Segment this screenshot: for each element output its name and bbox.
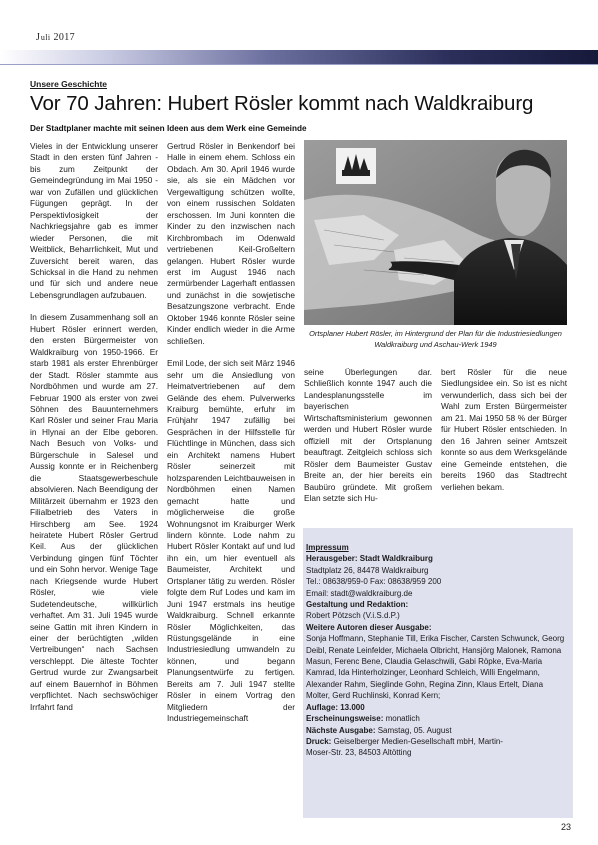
impressum-heading: Impressum — [306, 543, 349, 552]
page-header — [0, 0, 598, 54]
impressum-box — [303, 528, 573, 818]
header-divider — [0, 64, 598, 65]
header-gradient-bar — [0, 50, 598, 64]
editor-name: Robert Pötzsch (V.i.S.d.P.) — [306, 611, 400, 621]
next-issue-line — [306, 725, 573, 736]
publisher-email: Email: stadt@waldkraiburg.de — [306, 588, 413, 598]
printer-address: Moser-Str. 23, 84503 Altötting — [306, 748, 412, 758]
print-run: Auflage: 13.000 — [306, 702, 365, 712]
photo-caption: Ortsplaner Hubert Rösler, im Hintergrund der Plan für die Industriesiedlungen Waldkraiburg und Aschau-Werk 1949 — [309, 329, 562, 349]
frequency-label: Erscheinungsweise: — [306, 714, 384, 724]
publisher-address: Stadtplatz 26, 84478 Waldkraiburg — [306, 565, 429, 575]
printer-label: Druck: — [306, 736, 332, 746]
printer-value: Geiselberger Medien-Gesellschaft mbH, Martin- — [331, 736, 503, 746]
design-label: Gestaltung und Redaktion: — [306, 600, 409, 610]
publisher-phone: Tel.: 08638/959-0 Fax: 08638/959 200 — [306, 577, 442, 587]
paragraph: Emil Lode, der sich seit März 1946 sehr um die Ansiedlung von Heimatvertriebenen auf dem Gelände des ehem. Pulverwerks Kraiburg bemühte, erfuhr im Frühjahr 1947 zufällig bei Gesprächen in der Hilfsstelle für Flüchtlinge in München, dass sich ein Architekt namens Hubert Rösler seinerzeit mit holzsparenden Leichtbauweisen in Nordböhmen einen Namen gemacht hatte und möglicherweise die große Wohnungsnot im Kraiburger Werk lindern könnte. Lode nahm zu Hubert Rösler Kontakt auf und lud ihn ein, um hier eventuell als Baumeister, Architekt und Ortsplaner tätig zu werden. Rösler folgte dem Ruf Lodes und kam im Juni 1947 erstmals ins heutige Waldkraiburg. Schnell erkannte Rösler Möglichkeiten, das Rüstungsgelände in eine Industriesiedlung umwandeln zu können, und begann Planungsentwürfe zu fertigen. Bereits am 7. Juli 1947 stellte Rösler in einem Vortrag den Mitgliedern der Industriegemeinschaft — [167, 358, 295, 724]
paragraph: In diesem Zusammenhang soll an Hubert Rösler erinnert werden, den ersten Bürgermeister von Waldkraiburg von 1950-1966. Er starb 1981 als erster Ehrenbürger der Stadt. Rösler stammte aus Nordböhmen und wurde am 27. Februar 1900 als erster von zwei Söhnen des Bauunternehmers Karl Rösler und seiner Frau Maria in Hlynai an der Elbe geboren. Nach Besuch von Volks- und Bürgerschule in Salesel und Aussig konnte er in Reichenberg die Staatsgewerbeschule absolvieren. Nach Beendigung der Militärzeit übernahm er 1923 den Filialbetrieb des Vaters in Hirschberg am See. 1924 heiratete Hubert Rösler Gertrud Keil. Aus der glücklichen Verbindung gingen fünf Töchter und ein Sohn hervor. Wenige Tage nach Kriegsende wurde Hubert Rösler, wie viele Sudetendeutsche, willkürlich verhaftet. Am 31. Juli 1945 wurde seine Gattin mit ihren Kindern in einer der berüchtigten „wilden Vertreibungen“ nach Sachsen verschleppt. Die älteste Tochter Gertrud wurde zur Zwangsarbeit auf einem Bauernhof in Böhmen verpflichtet. Nach sechswöchiger Irrfahrt fand — [30, 312, 158, 712]
publisher-label: Herausgeber: Stadt Waldkraiburg — [306, 554, 433, 564]
portrait-photo-illustration — [304, 140, 567, 325]
frequency-line — [306, 713, 573, 724]
paragraph: bert Rösler für die neue Siedlungsidee ein. So ist es nicht verwunderlich, dass sich bei der Wahl zum Ersten Bürgermeister am 21. Mai 1950 58 % der Bürger für Hubert Rösler entschieden. In den 16 Jahren seiner Amtszeit konnte so aus dem Werksgelände eine Gemeinde entstehen, die bereits 1960 das Stadtrecht verliehen bekam. — [441, 367, 567, 492]
article-column-1 — [30, 141, 158, 713]
page-number: 23 — [561, 822, 572, 832]
next-issue-label: Nächste Ausgabe: — [306, 725, 376, 735]
next-issue-value: Samstag, 05. August — [375, 725, 452, 735]
printer-line — [306, 736, 573, 747]
section-label: Unsere Geschichte — [30, 79, 108, 89]
article-column-2 — [167, 141, 295, 725]
paragraph: Gertrud Rösler in Benkendorf bei Halle in einem ehem. Schloss ein Obdach. Am 30. April 1946 wurde sie, als sie ein Mädchen vor Vergewaltigung schützen wollte, von einem russischen Soldaten erschossen. Im Juni konnten die Kinder zu den inzwischen nach Kirchbrombach im Odenwald vertriebenen Keil-Großeltern gelangen. Hubert Rösler wurde erst im August 1946 nach zermürbender Lagerhaft entlassen und zunächst in die sowjetische Besatzungszone verbracht. Ende Oktober 1946 konnte Rösler seine Kinder endlich wieder in die Arme schließen. — [167, 141, 295, 346]
authors-label: Weitere Autoren dieser Ausgabe: — [306, 622, 432, 632]
paragraph: seine Überlegungen dar. Schließlich konnte 1947 auch die Landesplanungsstelle im bayerischen Wirtschaftsministerium gewonnen werden und Hubert Rösler wurde offiziell mit der Ortsplanung beauftragt. Zeitgleich schloss sich Rösler dem Baumeister Gustav Breite an, der hier bereits ein Baubüro gründete. Mit großem Elan setzte sich Hu- — [304, 367, 432, 503]
article-subhead: Der Stadtplaner machte mit seinen Ideen aus dem Werk eine Gemeinde — [30, 124, 307, 133]
article-photo — [304, 140, 567, 325]
authors-list: Sonja Hoffmann, Stephanie Till, Erika Fischer, Carsten Schwunck, Georg Deibl, Renate Leinfelder, Michaela Olbricht, Hansjörg Malonek, Ramona Masun, Ferenc Bene, Claudia Gelaschwili, Gabi Röpke, Eva-Maria Kamrad, Ida Hinterholzinger, Leonhard Schleich, Willi Engelmann, Alexander Rahm, Sieglinde Gohn, Regina Zinn, Klaus Ertelt, Diana Molter, Gerd Ruchlinski, Konrad Kern; — [306, 634, 565, 701]
article-headline: Vor 70 Jahren: Hubert Rösler kommt nach Waldkraiburg — [30, 92, 534, 115]
article-column-4 — [441, 367, 567, 493]
article-column-3 — [304, 367, 432, 504]
paragraph: Vieles in der Entwicklung unserer Stadt in den ersten fünf Jahren - bis zum Zeitpunkt der Gemeindegründung im Mai 1950 - war von Zufällen und glücklichen Fügungen geprägt. In der Perspektivlosigkeit der Nachkriegsjahre gab es immer wieder Personen, die mit Weitblick, Beharrlichkeit, Mut und Zuversicht bereit waren, das Schicksal in die Hand zu nehmen und für sich und andere neue Lebensgrundlagen aufzubauen. — [30, 141, 158, 300]
frequency-value: monatlich — [383, 714, 420, 724]
issue-date: Juli 2017 — [36, 32, 76, 43]
